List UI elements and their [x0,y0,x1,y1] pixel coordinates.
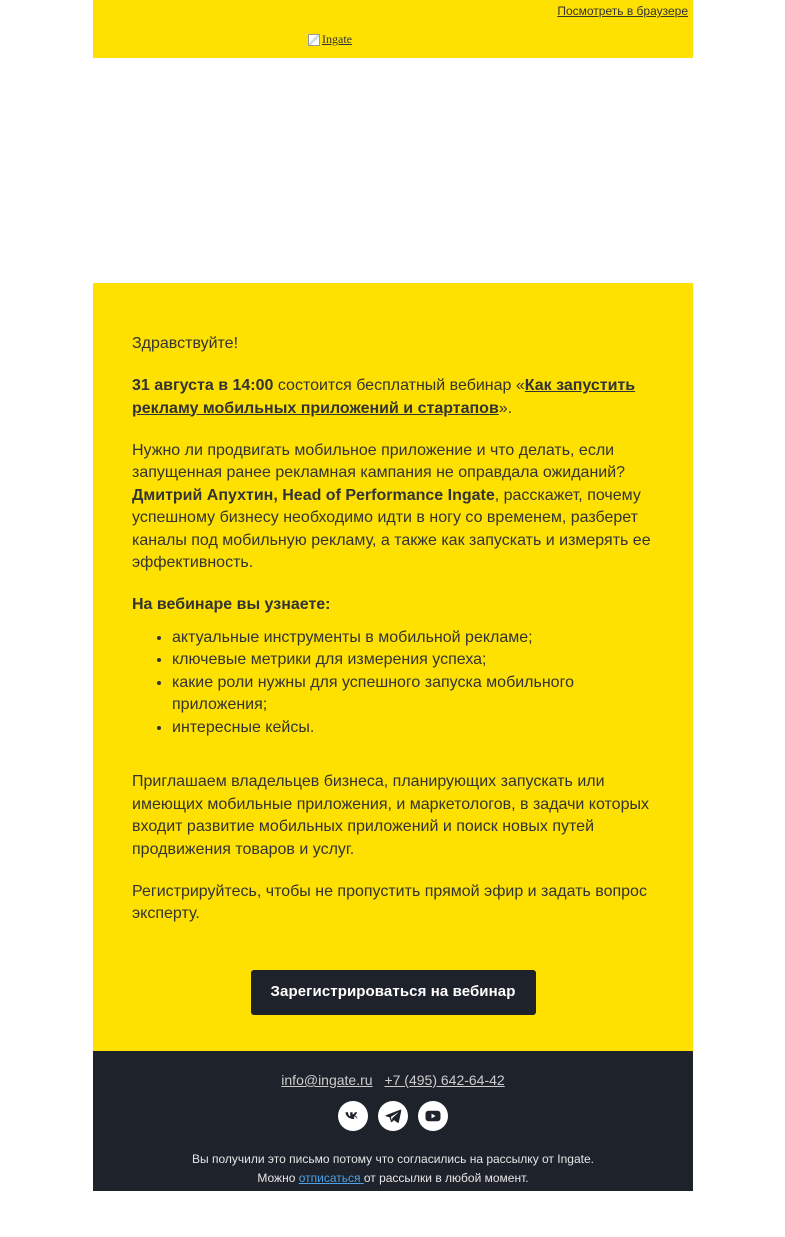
description-paragraph [132,440,654,575]
webinar-date: 31 августа в 14:00 [132,377,274,394]
broken-image-icon [308,34,320,46]
list-item: • интересные кейсы. [172,717,654,740]
register-paragraph: Регистрируйтесь, чтобы не пропустить прямой эфир и задать вопрос эксперту. [132,882,647,922]
youtube-icon[interactable] [418,1101,448,1131]
notice-line-2: Можно отписаться от рассылки в любой момент. [257,1171,529,1185]
list-title: На вебинаре вы узнаете: [132,596,331,613]
register-button[interactable]: Зарегистрироваться на вебинар [251,970,536,1016]
email-container [93,0,693,1191]
list-item: • какие роли нужны для успешного запуска мобильного приложения; [172,672,654,717]
notice-line-1: Вы получили это письмо потому что согласились на рассылку от Ingate. [192,1152,594,1166]
email-body [93,283,693,1051]
intro-paragraph [132,375,654,420]
list-item: • актуальные инструменты в мобильной рекламе; [172,627,654,650]
speaker-name: Дмитрий Апухтин, Head of Performance Ingate [132,486,495,504]
description-text: Нужно ли продвигать мобильное приложение и что делать, если запущенная ранее рекламная кампания не оправдала ожиданий? [132,441,626,481]
hero-image-area [93,58,693,283]
contacts [93,1072,693,1088]
logo-alt-text: Ingate [322,32,352,46]
unsubscribe-link[interactable]: отписаться [298,1171,364,1185]
view-in-browser-link[interactable]: Посмотреть в браузере [557,4,688,18]
cta-container [132,926,654,1016]
email-footer [93,1051,693,1191]
vk-icon[interactable] [338,1101,368,1131]
phone-link[interactable]: +7 (495) 642-64-42 [384,1072,505,1088]
social-links [93,1101,693,1131]
subscription-notice [93,1150,693,1188]
telegram-icon[interactable] [378,1101,408,1131]
list-item: • ключевые метрики для измерения успеха; [172,649,654,672]
intro-text: состоится бесплатный вебинар « [273,377,525,394]
webinar-title-link[interactable]: Как запустить рекламу мобильных приложений и стартапов [132,377,636,417]
invite-paragraph: Приглашаем владельцев бизнеса, планирующих запускать или имеющих мобильные приложения, и маркетологов, в задачи которых входит развитие мобильных приложений и поиск новых путей продвижения товаров и услуг. [132,773,649,858]
intro-after: ». [498,399,513,417]
ingate-logo[interactable] [308,32,352,47]
email-link[interactable]: info@ingate.ru [281,1072,373,1088]
greeting: Здравствуйте! [132,335,239,352]
email-header [93,0,693,58]
topics-list [132,627,654,740]
description-rest: , расскажет, почему успешному бизнесу необходимо идти в ногу со временем, разберет каналы под мобильную рекламу, а также как запускать и измерять ее эффективность. [132,486,651,571]
